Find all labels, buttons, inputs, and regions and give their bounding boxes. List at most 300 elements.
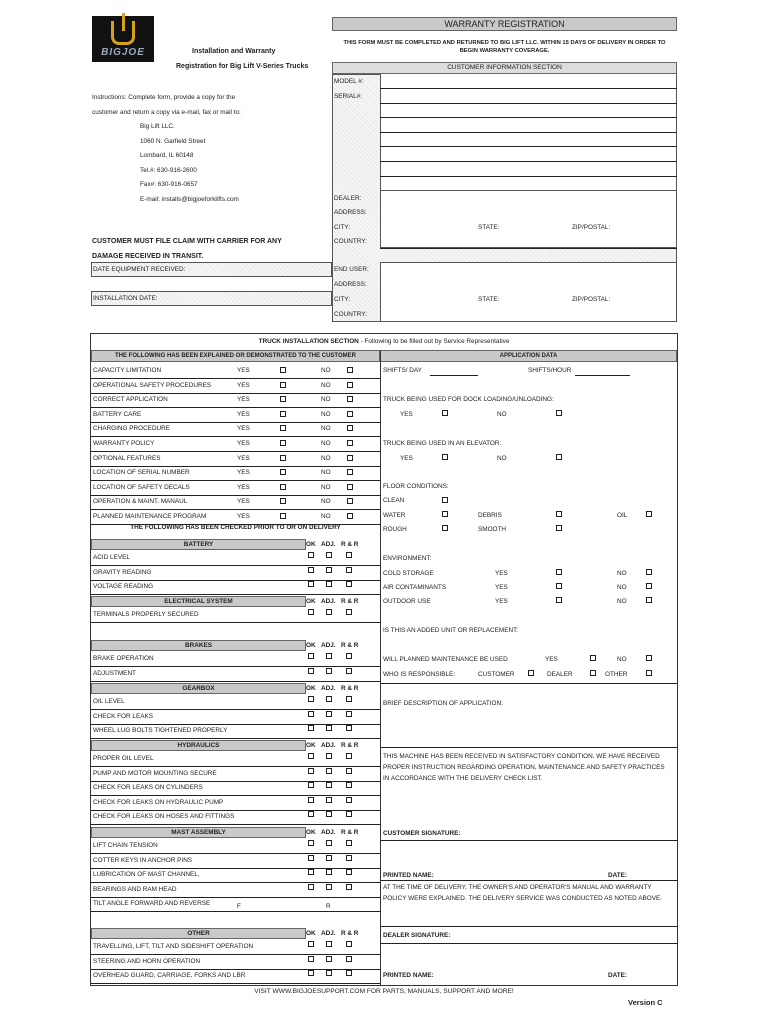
rr-checkbox[interactable] (346, 884, 352, 890)
cold-yes-checkbox[interactable] (556, 569, 562, 575)
adj-checkbox[interactable] (326, 782, 332, 788)
pm-no-checkbox[interactable] (646, 655, 652, 661)
rr-checkbox[interactable] (346, 840, 352, 846)
adj-label: ADJ. (321, 598, 336, 605)
rr-checkbox[interactable] (346, 552, 352, 558)
group-header-electrical: ELECTRICAL SYSTEM (91, 596, 306, 607)
rr-label: R & R (341, 642, 359, 649)
outdoor-use-label: OUTDOOR USE (383, 598, 431, 605)
rr-checkbox[interactable] (346, 782, 352, 788)
row-rule (91, 466, 380, 467)
row-rule (380, 248, 677, 249)
adj-checkbox[interactable] (326, 696, 332, 702)
row-rule (380, 103, 677, 104)
check-item: TRAVELLING, LIFT, TILT AND SIDESHIFT OPERATION (93, 943, 254, 950)
adj-checkbox[interactable] (326, 884, 332, 890)
yes-checkbox[interactable] (280, 367, 286, 373)
row-rule (91, 509, 380, 510)
cold-no-label: NO (617, 570, 627, 577)
manual-line-1: AT THE TIME OF DELIVERY, THE OWNER'S AND OPERATOR'S MANUAL AND WARRANTY (383, 884, 652, 891)
carrier-claim-line-1: CUSTOMER MUST FILE CLAIM WITH CARRIER FOR ANY (92, 238, 282, 245)
row-rule (91, 824, 380, 825)
row-rule (91, 436, 380, 437)
installation-date-label: INSTALLATION DATE: (93, 295, 158, 302)
no-label: NO (321, 483, 331, 491)
adj-checkbox[interactable] (326, 581, 332, 587)
elevator-no-checkbox[interactable] (556, 454, 562, 460)
manual-line-2: POLICY WERE EXPLAINED. THE DELIVERY SERVICE WAS CONDUCTED AS NOTED ABOVE. (383, 895, 663, 902)
yes-checkbox[interactable] (280, 425, 286, 431)
address-email[interactable]: E-mail: installs@bigjoeforklifts.com (140, 196, 239, 203)
ok-checkbox[interactable] (308, 869, 314, 875)
explained-item: LOCATION OF SAFETY DECALS (93, 483, 190, 491)
address-phone: Tel.#: 630-916-2600 (140, 167, 197, 174)
group-header-mast: MAST ASSEMBLY (91, 827, 306, 838)
cold-no-checkbox[interactable] (646, 569, 652, 575)
ok-checkbox[interactable] (308, 840, 314, 846)
check-item: LUBRICATION OF MAST CHANNEL, (93, 871, 200, 879)
adj-checkbox[interactable] (326, 552, 332, 558)
section-divider (380, 350, 381, 986)
row-rule (575, 375, 630, 376)
rr-checkbox[interactable] (346, 797, 352, 803)
row-rule (91, 480, 380, 481)
rr-checkbox[interactable] (346, 941, 352, 947)
yes-label: YES (237, 483, 250, 491)
dealer-label: DEALER: (334, 195, 362, 202)
rr-checkbox[interactable] (346, 581, 352, 587)
ok-checkbox[interactable] (308, 782, 314, 788)
yes-checkbox[interactable] (280, 396, 286, 402)
no-label: NO (321, 454, 331, 462)
yes-checkbox[interactable] (280, 498, 286, 504)
row-rule (91, 451, 380, 452)
end-user-label: END USER: (334, 266, 369, 273)
rr-checkbox[interactable] (346, 753, 352, 759)
planned-maintenance-label: WILL PLANNED MAINTENANCE BE USED (383, 656, 508, 663)
yes-label: YES (237, 381, 250, 389)
ok-label: OK (306, 685, 316, 692)
serial-label: SERIAL#: (334, 93, 363, 100)
adj-checkbox[interactable] (326, 768, 332, 774)
rr-label: R & R (341, 829, 359, 836)
row-rule (381, 926, 678, 927)
row-rule (91, 983, 380, 984)
floor-smooth-label: SMOOTH (478, 526, 507, 533)
adj-checkbox[interactable] (326, 840, 332, 846)
logo-text: BIGJOE (101, 46, 145, 58)
adj-label: ADJ. (321, 541, 336, 548)
dealer-country-label: COUNTRY: (334, 238, 367, 245)
no-checkbox[interactable] (347, 425, 353, 431)
ok-checkbox[interactable] (308, 609, 314, 615)
row-rule (91, 580, 380, 581)
row-rule (91, 810, 380, 811)
dealer-date-label: DATE: (608, 972, 628, 979)
outdoor-yes-label: YES (495, 598, 508, 605)
pm-no-label: NO (617, 656, 627, 663)
row-rule (91, 795, 380, 796)
water-checkbox[interactable] (442, 511, 448, 517)
row-rule (430, 375, 478, 376)
adj-label: ADJ. (321, 829, 336, 836)
row-rule (91, 565, 380, 566)
rr-label: R & R (341, 598, 359, 605)
no-label: NO (321, 425, 331, 433)
no-checkbox[interactable] (347, 440, 353, 446)
row-rule (91, 495, 380, 496)
oil-checkbox[interactable] (646, 511, 652, 517)
yes-label: YES (237, 367, 250, 374)
adj-label: ADJ. (321, 685, 336, 692)
adj-checkbox[interactable] (326, 725, 332, 731)
tilt-reverse-label: R (326, 903, 331, 910)
form-subtitle-1: Installation and Warranty (192, 48, 276, 55)
rr-label: R & R (341, 930, 359, 937)
ok-checkbox[interactable] (308, 797, 314, 803)
check-item: BEARINGS AND RAM HEAD (93, 885, 177, 893)
no-checkbox[interactable] (347, 382, 353, 388)
elevator-label: TRUCK BEING USED IN AN ELEVATOR: (383, 440, 502, 447)
explained-item: WARRANTY POLICY (93, 440, 155, 447)
address-street: 1060 N. Garfield Street (140, 138, 206, 145)
air-yes-label: YES (495, 584, 508, 591)
row-rule (91, 666, 380, 667)
no-checkbox[interactable] (347, 469, 353, 475)
responsible-label: WHO IS RESPONSIBLE: (383, 671, 456, 678)
rr-checkbox[interactable] (346, 567, 352, 573)
floor-clean-label: CLEAN (383, 497, 405, 504)
explained-item: OPERATIONAL SAFETY PROCEDURES (93, 381, 212, 389)
row-rule (91, 378, 380, 379)
yes-checkbox[interactable] (280, 513, 286, 519)
rr-label: R & R (341, 541, 359, 548)
check-item: LIFT CHAIN TENSION (93, 842, 158, 849)
yes-label: YES (237, 410, 250, 418)
yes-checkbox[interactable] (280, 382, 286, 388)
row-rule (380, 117, 677, 118)
carrier-claim-line-2: DAMAGE RECEIVED IN TRANSIT. (92, 253, 204, 260)
floor-debris-label: DEBRIS (478, 512, 502, 519)
dealer-state-label: STATE: (478, 224, 500, 231)
outdoor-no-checkbox[interactable] (646, 597, 652, 603)
dock-yes-checkbox[interactable] (442, 410, 448, 416)
check-item: CHECK FOR LEAKS (93, 712, 154, 720)
ok-checkbox[interactable] (308, 653, 314, 659)
row-rule (91, 393, 380, 394)
environment-label: ENVIRONMENT: (383, 555, 432, 562)
adj-checkbox[interactable] (326, 797, 332, 803)
row-rule (380, 146, 677, 147)
air-yes-checkbox[interactable] (556, 583, 562, 589)
rr-checkbox[interactable] (346, 811, 352, 817)
elevator-no-label: NO (497, 455, 507, 462)
responsible-customer-label: CUSTOMER (478, 671, 515, 678)
dealer-checkbox[interactable] (590, 670, 596, 676)
ok-checkbox[interactable] (308, 768, 314, 774)
adj-label: ADJ. (321, 742, 336, 749)
customer-date-label: DATE: (608, 872, 628, 879)
ok-checkbox[interactable] (308, 668, 314, 674)
row-rule (91, 622, 380, 623)
check-item: CHECK FOR LEAKS ON CYLINDERS (93, 784, 203, 792)
shifts-hour-label: SHIFTS/HOUR (528, 367, 572, 374)
rr-checkbox[interactable] (346, 869, 352, 875)
explained-item: CORRECT APPLICATION (93, 396, 168, 404)
notice-line-2: BEGIN WARRANTY COVERAGE. (459, 48, 550, 54)
model-label: MODEL #: (334, 78, 364, 85)
rr-checkbox[interactable] (346, 668, 352, 674)
explained-item: BATTERY CARE (93, 410, 142, 418)
dock-no-checkbox[interactable] (556, 410, 562, 416)
rr-checkbox[interactable] (346, 711, 352, 717)
adj-label: ADJ. (321, 642, 336, 649)
adj-checkbox[interactable] (326, 711, 332, 717)
yes-checkbox[interactable] (280, 484, 286, 490)
brief-description-label: BRIEF DESCRIPTION OF APPLICATION: (383, 700, 503, 707)
yes-checkbox[interactable] (280, 440, 286, 446)
row-rule (380, 132, 677, 133)
notice-line-1: THIS FORM MUST BE COMPLETED AND RETURNED TO BIG LIFT LLC. WITHIN 15 DAYS OF DELIVERY IN ORDER TO (343, 40, 666, 46)
ok-checkbox[interactable] (308, 552, 314, 558)
group-header-hydraulics: HYDRAULICS (91, 740, 306, 751)
ok-checkbox[interactable] (308, 884, 314, 890)
debris-checkbox[interactable] (556, 511, 562, 517)
truck-section-title: TRUCK INSTALLATION SECTION - Following to be filled out by Service Representative (258, 338, 510, 345)
cold-storage-label: COLD STORAGE (383, 570, 434, 577)
adj-checkbox[interactable] (326, 855, 332, 861)
check-item: COTTER KEYS IN ANCHOR PINS (93, 856, 193, 864)
rr-checkbox[interactable] (346, 956, 352, 962)
dealer-city-label: CITY: (334, 224, 350, 231)
logo-mark-icon (111, 21, 135, 45)
pm-yes-label: YES (545, 656, 558, 663)
adj-checkbox[interactable] (326, 609, 332, 615)
ok-checkbox[interactable] (308, 581, 314, 587)
ok-label: OK (306, 930, 316, 937)
yes-checkbox[interactable] (280, 455, 286, 461)
ok-checkbox[interactable] (308, 725, 314, 731)
rr-checkbox[interactable] (346, 768, 352, 774)
floor-rough-label: ROUGH (383, 526, 407, 533)
address-fax: Fax#: 630-916-0657 (140, 181, 198, 188)
check-item: PROPER OIL LEVEL (93, 755, 154, 762)
no-checkbox[interactable] (347, 411, 353, 417)
rr-checkbox[interactable] (346, 725, 352, 731)
row-rule (381, 840, 678, 841)
customer-signature-label: CUSTOMER SIGNATURE: (383, 830, 461, 837)
row-rule (380, 161, 677, 162)
row-rule (91, 897, 380, 898)
row-rule (91, 681, 380, 682)
check-item: BRAKE OPERATION (93, 655, 154, 662)
group-header-brakes: BRAKES (91, 640, 306, 651)
explained-item: OPTIONAL FEATURES (93, 454, 161, 462)
no-label: NO (321, 367, 331, 374)
elevator-yes-checkbox[interactable] (442, 454, 448, 460)
outdoor-no-label: NO (617, 598, 627, 605)
footer-visit[interactable]: VISIT WWW.BIGJOESUPPORT.COM FOR PARTS, MANUALS, SUPPORT AND MORE! (254, 988, 514, 995)
row-rule (91, 969, 380, 970)
end-user-state-label: STATE: (478, 296, 500, 303)
responsible-other-label: OTHER (605, 671, 628, 678)
ok-checkbox[interactable] (308, 696, 314, 702)
adj-checkbox[interactable] (326, 956, 332, 962)
end-user-info-blank[interactable] (380, 262, 677, 322)
ok-checkbox[interactable] (308, 941, 314, 947)
ok-label: OK (306, 598, 316, 605)
address-company: Big Lift LLC. (140, 123, 175, 130)
statement-line-1: THIS MACHINE HAS BEEN RECEIVED IN SATISFACTORY CONDITION. WE HAVE RECEIVED (383, 753, 660, 760)
shifts-day-label: SHIFTS/ DAY (383, 367, 422, 374)
row-rule (91, 709, 380, 710)
added-unit-label: IS THIS AN ADDED UNIT OR REPLACEMENT: (383, 627, 519, 634)
no-label: NO (321, 469, 331, 477)
yes-checkbox[interactable] (280, 469, 286, 475)
instructions-line-1: Instructions: Complete form, provide a copy for the (92, 94, 236, 101)
adj-checkbox[interactable] (326, 753, 332, 759)
clean-checkbox[interactable] (442, 497, 448, 503)
rr-checkbox[interactable] (346, 653, 352, 659)
statement-line-2: PROPER INSTRUCTION REGARDING OPERATION, MAINTENANCE AND SAFETY PRACTICES (383, 764, 665, 771)
form-subtitle-2: Registration for Big Lift V-Series Trucks (176, 63, 309, 70)
no-checkbox[interactable] (347, 367, 353, 373)
row-rule (381, 683, 678, 684)
group-header-gearbox: GEARBOX (91, 683, 306, 694)
ok-checkbox[interactable] (308, 855, 314, 861)
adj-checkbox[interactable] (326, 653, 332, 659)
explained-item: PLANNED MAINTENANCE PROGRAM (93, 513, 207, 520)
check-item: ADJUSTMENT (93, 669, 136, 677)
check-item: GRAVITY READING (93, 568, 152, 576)
ok-checkbox[interactable] (308, 811, 314, 817)
rr-checkbox[interactable] (346, 855, 352, 861)
yes-checkbox[interactable] (280, 411, 286, 417)
check-item: TERMINALS PROPERLY SECURED (93, 611, 199, 618)
ok-label: OK (306, 642, 316, 649)
adj-checkbox[interactable] (326, 941, 332, 947)
row-rule (91, 868, 380, 869)
no-label: NO (321, 396, 331, 404)
no-checkbox[interactable] (347, 513, 353, 519)
ok-checkbox[interactable] (308, 567, 314, 573)
other-checkbox[interactable] (646, 670, 652, 676)
row-rule (381, 880, 678, 881)
check-item: OVERHEAD GUARD, CARRIAGE, FORKS AND LBR (93, 972, 246, 980)
ok-label: OK (306, 541, 316, 548)
row-rule (91, 954, 380, 955)
ok-checkbox[interactable] (308, 711, 314, 717)
check-item: WHEEL LUG BOLTS TIGHTENED PROPERLY (93, 727, 228, 735)
check-item: CHECK FOR LEAKS ON HOSES AND FITTINGS (93, 813, 235, 821)
check-item: STEERING AND HORN OPERATION (93, 957, 201, 965)
row-rule (91, 407, 380, 408)
smooth-checkbox[interactable] (556, 525, 562, 531)
adj-checkbox[interactable] (326, 668, 332, 674)
tilt-forward-label: F (237, 903, 241, 910)
check-item: ACID LEVEL (93, 554, 130, 561)
pm-yes-checkbox[interactable] (590, 655, 596, 661)
cold-yes-label: YES (495, 570, 508, 577)
ok-label: OK (306, 829, 316, 836)
group-header-battery: BATTERY (91, 539, 306, 550)
row-rule (381, 943, 678, 944)
row-rule (381, 747, 678, 748)
dock-label: TRUCK BEING USED FOR DOCK LOADING/UNLOADING: (383, 396, 554, 403)
ok-label: OK (306, 742, 316, 749)
adj-label: ADJ. (321, 930, 336, 937)
group-header-other: OTHER (91, 928, 306, 939)
yes-label: YES (237, 498, 250, 506)
row-rule (380, 176, 677, 177)
no-checkbox[interactable] (347, 498, 353, 504)
floor-water-label: WATER (383, 512, 406, 519)
yes-label: YES (237, 454, 250, 462)
adj-checkbox[interactable] (326, 567, 332, 573)
dealer-info-blank[interactable] (380, 190, 677, 248)
air-no-checkbox[interactable] (646, 583, 652, 589)
no-checkbox[interactable] (347, 396, 353, 402)
row-rule (91, 911, 380, 912)
statement-line-3: IN ACCORDANCE WITH THE DELIVERY CHECK LIST. (383, 775, 543, 782)
yes-label: YES (237, 425, 250, 433)
yes-label: YES (237, 396, 250, 404)
dealer-address-label: ADDRESS: (334, 209, 367, 216)
air-no-label: NO (617, 584, 627, 591)
explained-item: OPERATION & MAINT. MANAUL (93, 498, 188, 506)
customer-checkbox[interactable] (528, 670, 534, 676)
yes-label: YES (237, 469, 250, 477)
row-rule (91, 853, 380, 854)
check-item: CHECK FOR LEAKS ON HYDRAULIC PUMP (93, 798, 224, 806)
explained-item: LOCATION OF SERIAL NUMBER (93, 469, 190, 477)
ok-checkbox[interactable] (308, 956, 314, 962)
dealer-printed-name-label: PRINTED NAME: (383, 972, 434, 979)
rough-checkbox[interactable] (442, 525, 448, 531)
ok-checkbox[interactable] (308, 753, 314, 759)
explained-item: CAPACITY LIMITATION (93, 367, 162, 374)
rr-checkbox[interactable] (346, 609, 352, 615)
dealer-signature-label: DEALER SIGNATURE: (383, 932, 451, 939)
end-user-city-label: CITY: (334, 296, 350, 303)
dealer-zip-label: ZIP/POSTAL: (572, 224, 611, 231)
row-rule (91, 781, 380, 782)
ok-checkbox[interactable] (308, 970, 314, 976)
yes-label: YES (237, 513, 250, 520)
floor-conditions-label: FLOOR CONDITIONS: (383, 483, 449, 490)
end-user-country-label: COUNTRY: (334, 311, 367, 318)
date-received-label: DATE EQUIPMENT RECEIVED: (93, 266, 186, 273)
adj-checkbox[interactable] (326, 869, 332, 875)
adj-checkbox[interactable] (326, 811, 332, 817)
no-label: NO (321, 513, 331, 520)
warranty-registration-title: WARRANTY REGISTRATION (332, 17, 677, 31)
outdoor-yes-checkbox[interactable] (556, 597, 562, 603)
adj-checkbox[interactable] (326, 970, 332, 976)
application-data-header: APPLICATION DATA (380, 350, 677, 362)
no-label: NO (321, 498, 331, 506)
company-logo (92, 16, 154, 62)
no-checkbox[interactable] (347, 455, 353, 461)
yes-label: YES (237, 440, 250, 447)
no-checkbox[interactable] (347, 484, 353, 490)
explained-item: CHARGING PROCEDURE (93, 425, 171, 433)
rr-checkbox[interactable] (346, 970, 352, 976)
dock-yes-label: YES (400, 411, 413, 418)
check-item: OIL LEVEL (93, 698, 125, 705)
row-rule (91, 724, 380, 725)
rr-checkbox[interactable] (346, 696, 352, 702)
